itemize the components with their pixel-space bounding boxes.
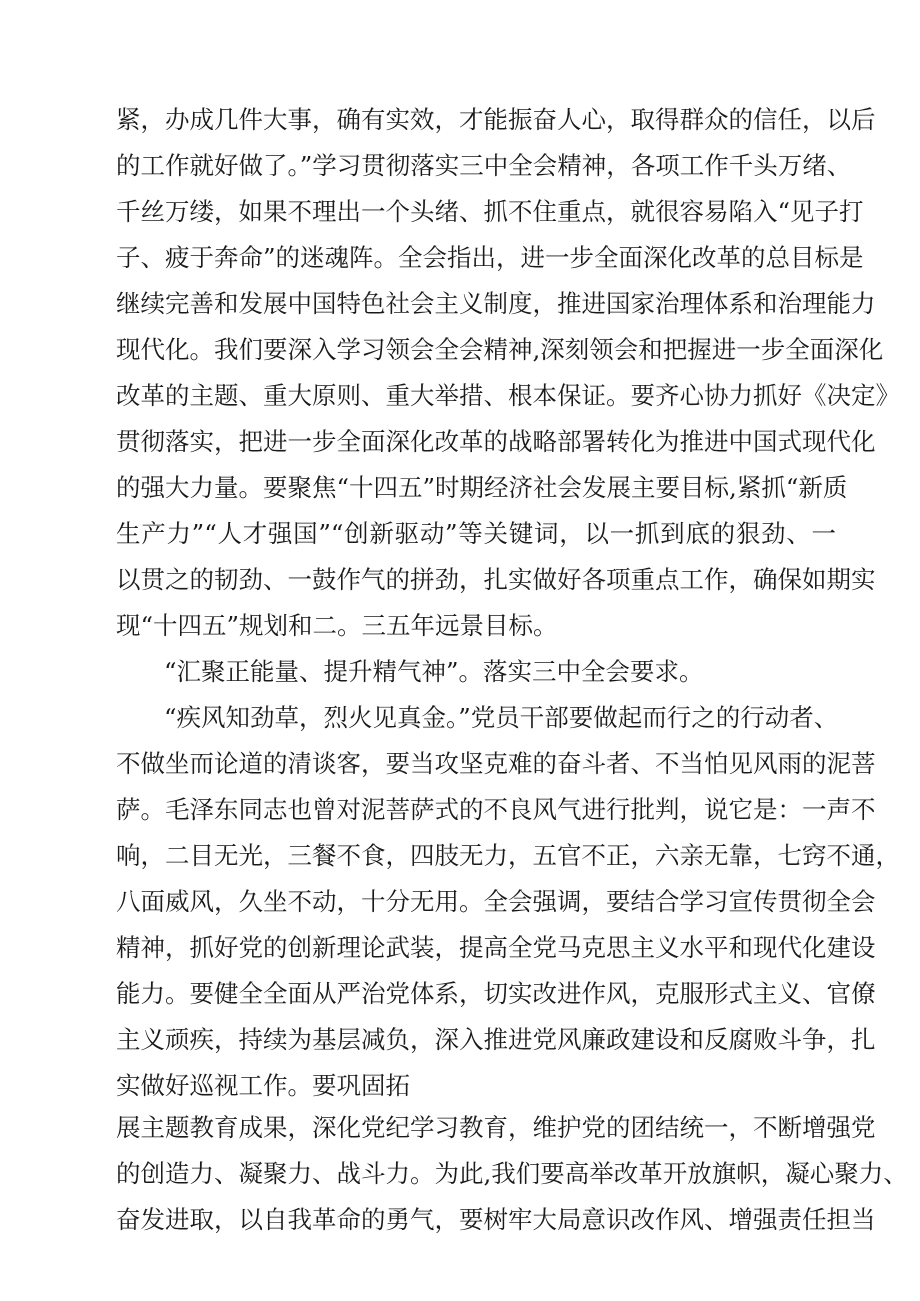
text-line: 现代化。我们要深入学习领会全会精神,深刻领会和把握进一步全面深化 [116,335,884,364]
text-line: 的强大力量。要聚焦“十四五”时期经济社会发展主要目标,紧抓“新质 [116,473,848,502]
text-line: 能力。要健全全面从严治党体系，切实改进作风，克服形式主义、官僚 [116,979,876,1008]
text-line: 实做好巡视工作。要巩固拓 [116,1071,410,1100]
text-line: 千丝万缕，如果不理出一个头绪、抓不住重点，就很容易陷入“见子打 [116,197,864,226]
text-line: 奋发进取，以自我革命的勇气，要树牢大局意识改作风、增强责任担当 [116,1205,876,1234]
text-line: 主义顽疾，持续为基层减负，深入推进党风廉政建设和反腐败斗争，扎 [116,1025,876,1054]
text-line: 改革的主题、重大原则、重大举措、根本保证。要齐心协力抓好《决定》 [116,381,900,410]
text-line: 生产力”“人才强国”“创新驱动”等关键词，以一抓到底的狠劲、一 [116,519,836,548]
text-line: 不做坐而论道的清谈客，要当攻坚克难的奋斗者、不当怕见风雨的泥菩 [116,749,876,778]
text-line: 萨。毛泽东同志也曾对泥菩萨式的不良风气进行批判，说它是：一声不 [116,795,876,824]
text-line: 继续完善和发展中国特色社会主义制度，推进国家治理体系和治理能力 [116,289,876,318]
text-line: 的创造力、凝聚力、战斗力。为此,我们要高举改革开放旗帜，凝心聚力、 [116,1159,908,1188]
text-line: 以贯之的韧劲、一鼓作气的拼劲，扎实做好各项重点工作，确保如期实 [116,565,876,594]
text-line: 的工作就好做了。”学习贯彻落实三中全会精神，各项工作千头万绪、 [116,151,852,180]
text-line: 精神，抓好党的创新理论武装，提高全党马克思主义水平和现代化建设 [116,933,876,962]
text-line: 紧，办成几件大事，确有实效，才能振奋人心，取得群众的信任，以后 [116,105,876,134]
section-heading: “汇聚正能量、提升精气神”。落实三中全会要求。 [164,657,704,686]
text-line: 八面威风，久坐不动，十分无用。全会强调，要结合学习宣传贯彻全会 [116,887,876,916]
text-line: 展主题教育成果，深化党纪学习教育，维护党的团结统一，不断增强党 [116,1113,876,1142]
text-line: 贯彻落实，把进一步全面深化改革的战略部署转化为推进中国式现代化 [116,427,876,456]
text-line: “疾风知劲草，烈火见真金。”党员干部要做起而行之的行动者、 [164,703,839,732]
text-line: 现“十四五”规划和二。三五年远景目标。 [116,611,558,640]
text-line: 子、疲于奔命”的迷魂阵。全会指出，进一步全面深化改革的总目标是 [116,243,864,272]
text-line: 响，二目无光，三餐不食，四肢无力，五官不正，六亲无靠，七窍不通， [116,841,900,870]
